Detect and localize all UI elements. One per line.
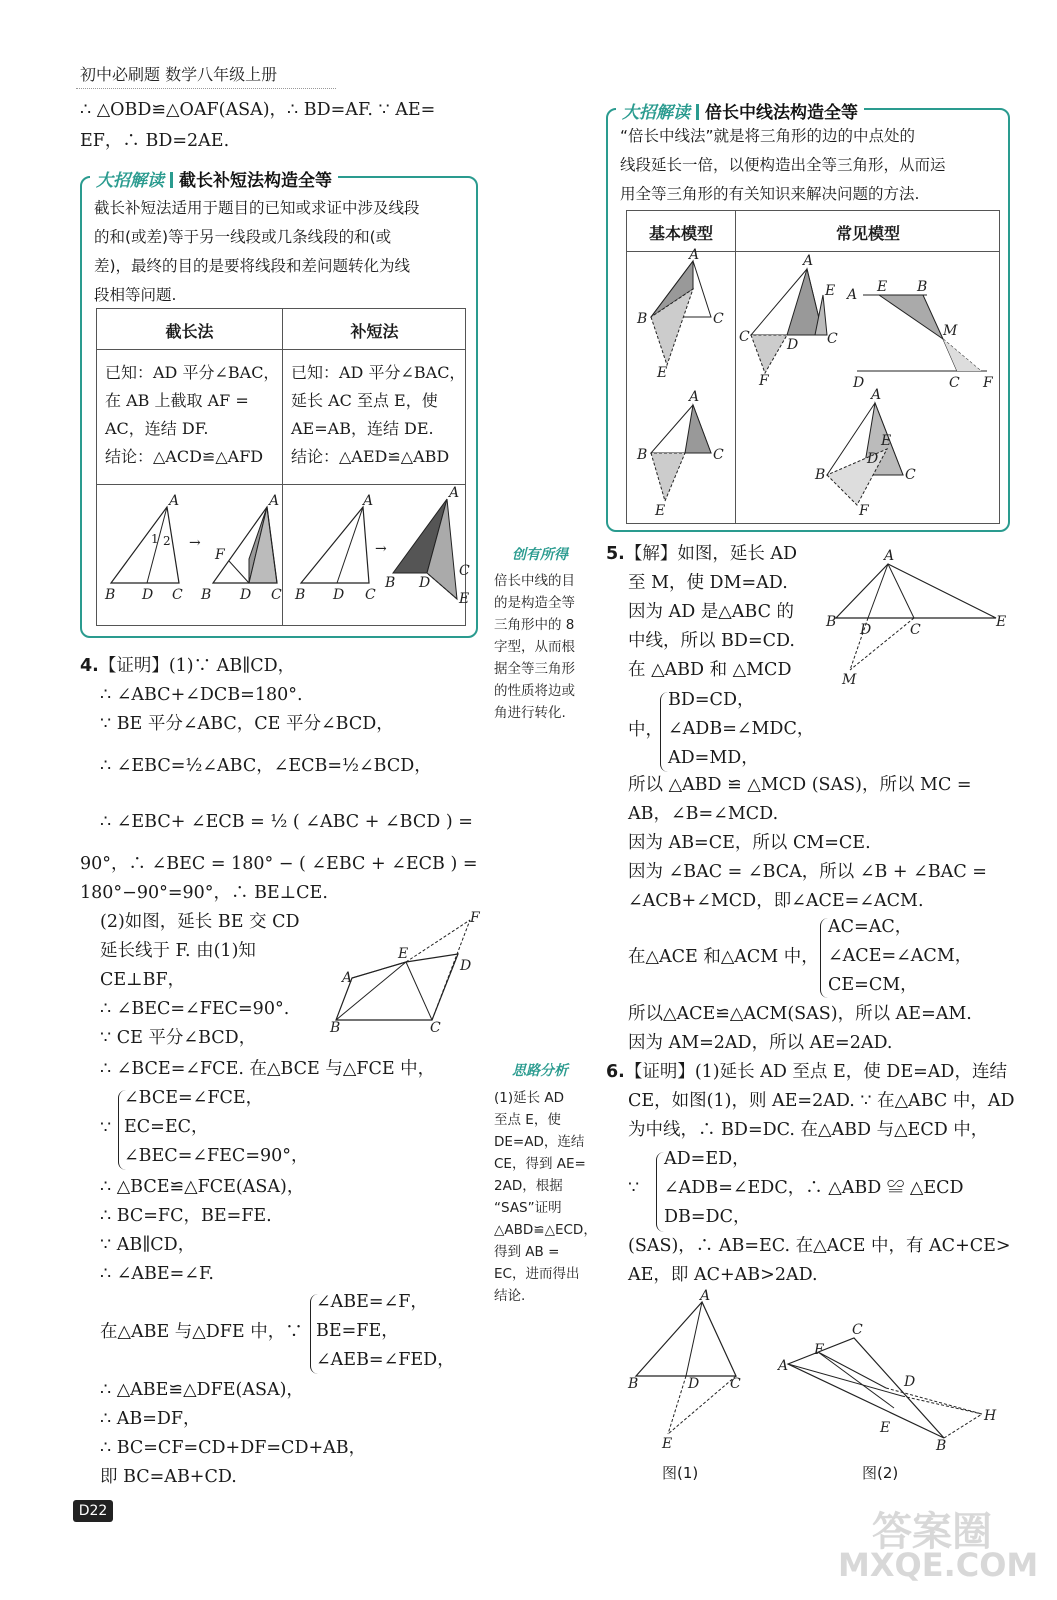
q4-because-1: ∵ xyxy=(100,1118,112,1138)
svg-text:E: E xyxy=(877,279,888,295)
q4-line-16: ∠BEC=∠FEC=90°， xyxy=(124,1146,309,1166)
q4-line-15: EC=EC， xyxy=(124,1117,209,1137)
q4-line-19: ∵ AB∥CD， xyxy=(100,1235,196,1255)
q4-line-22: ∠ABE=∠F， xyxy=(316,1292,428,1312)
svg-text:B: B xyxy=(105,587,116,603)
svg-text:B: B xyxy=(330,1020,341,1036)
svg-text:D: D xyxy=(333,587,345,603)
svg-text:C: C xyxy=(172,587,183,603)
q4-line-26: ∴ AB=DF， xyxy=(100,1409,201,1429)
q4-line-4: ∴ ∠EBC=½∠ABC，∠ECB=½∠BCD， xyxy=(100,756,432,776)
svg-text:C: C xyxy=(910,622,921,638)
svg-text:C: C xyxy=(730,1376,741,1392)
q6-line-4: AD=ED， xyxy=(664,1149,750,1169)
q6-line-2: CE，如图(1)，则 AE=2AD. ∵ 在△ABC 中，AD xyxy=(628,1091,1015,1111)
continuation-line-2: EF，∴ BD=2AE. xyxy=(80,131,230,151)
svg-text:M: M xyxy=(842,672,857,688)
svg-text:F: F xyxy=(814,1342,824,1358)
svg-text:C: C xyxy=(739,329,750,345)
svg-text:F: F xyxy=(859,503,869,519)
svg-text:E: E xyxy=(825,283,836,299)
svg-text:B: B xyxy=(628,1376,639,1392)
q6-line-1: 6.【证明】(1)延长 AD 至点 E，使 DE=AD，连结 xyxy=(606,1062,1007,1082)
method-box-1-intro: 截长补短法适用于题目的已知或求证中涉及线段 的和(或差)等于另一线段或几条线段的和(或 差)，最终的目的是要将线段和差问题转化为线 段相等问题. xyxy=(94,199,420,304)
svg-text:C: C xyxy=(905,467,916,483)
side-note-5-title: 创有所得 xyxy=(512,547,568,563)
q4-line-23: BE=FE， xyxy=(316,1321,399,1341)
side-note-6-title: 思路分析 xyxy=(512,1063,568,1079)
col-header-basic-model: 基本模型 xyxy=(648,224,713,243)
q5-line-6: 中， xyxy=(628,720,663,740)
svg-text:B: B xyxy=(637,311,648,327)
continuation-line-1: ∴ △OBD≌△OAF(ASA)，∴ BD=AF. ∵ AE= xyxy=(80,100,436,120)
svg-text:C: C xyxy=(430,1020,441,1036)
q5-line-12: 因为 AB=CE，所以 CM=CE. xyxy=(628,833,871,853)
watermark-logo: 答案圈 xyxy=(872,1509,992,1555)
q5-line-1: 5.【解】如图，延长 AD xyxy=(606,544,798,564)
q4-line-2: ∴ ∠ABC+∠DCB=180°. xyxy=(100,685,303,705)
q4-line-5: ∴ ∠EBC+ ∠ECB = ½ ( ∠ABC + ∠BCD ) = xyxy=(100,812,473,832)
col-header-extend: 补短法 xyxy=(350,322,399,341)
method-box-1-title: 大招解读 截长补短法构造全等 xyxy=(90,166,338,191)
q4-line-7: 180°−90°=90°，∴ BE⊥CE. xyxy=(80,883,328,903)
svg-text:C: C xyxy=(365,587,376,603)
svg-text:A: A xyxy=(269,493,280,509)
q6-line-5: ∵ xyxy=(628,1178,640,1198)
q5-line-16: AC=AC， xyxy=(828,917,913,937)
q4-line-21: 在△ABE 与△DFE 中，∵ xyxy=(100,1322,303,1342)
q5-line-10: 所以 △ABD ≌ △MCD (SAS)，所以 MC = xyxy=(628,775,972,795)
q5-line-5: 在 △ABD 和 △MCD xyxy=(628,660,792,680)
q4-line-24: ∠AEB=∠FED， xyxy=(316,1350,455,1370)
svg-text:C: C xyxy=(459,563,470,579)
svg-text:D: D xyxy=(419,575,431,591)
q4-line-28: 即 BC=AB+CD. xyxy=(100,1467,237,1487)
svg-text:1: 1 xyxy=(151,532,159,546)
svg-text:F: F xyxy=(215,547,225,563)
q4-line-25: ∴ △ABE≌△DFE(ASA)， xyxy=(100,1380,304,1400)
method-box-2-title: 大招解读 倍长中线法构造全等 xyxy=(616,98,864,123)
q6-line-9: AE，即 AC+AB>2AD. xyxy=(628,1265,818,1285)
svg-text:D: D xyxy=(240,587,252,603)
q6-figure-1-caption: 图(1) xyxy=(662,1464,699,1482)
q4-line-9: 延长线于 F. 由(1)知 xyxy=(100,941,256,961)
svg-text:C: C xyxy=(827,331,838,347)
svg-text:C: C xyxy=(713,447,724,463)
side-note-6-body: (1)延长 AD 至点 E，使 DE=AD，连结 CE，得到 AE= 2AD，根据 “SAS”证明 △ABD≌△ECD， 得到 AB = EC，进而得出 结论. xyxy=(494,1090,597,1304)
svg-text:D: D xyxy=(860,622,872,638)
q5-line-9: AD=MD， xyxy=(668,748,759,768)
q5-line-19: 所以△ACE≌△ACM(SAS)，所以 AE=AM. xyxy=(628,1004,972,1024)
cut-extend-figures xyxy=(97,485,470,625)
q4-line-10: CE⊥BF， xyxy=(100,970,186,990)
svg-text:→: → xyxy=(189,535,201,551)
svg-text:E: E xyxy=(880,1420,891,1436)
svg-text:B: B xyxy=(637,447,648,463)
svg-text:A: A xyxy=(689,247,700,263)
q4-line-8: (2)如图，延长 BE 交 CD xyxy=(100,912,300,932)
svg-text:E: E xyxy=(662,1436,673,1452)
svg-text:B: B xyxy=(385,575,396,591)
svg-text:A: A xyxy=(169,493,180,509)
q5-line-3: 因为 AD 是△ABC 的 xyxy=(628,602,795,622)
q6-line-8: (SAS)，∴ AB=EC. 在△ACE 中，有 AC+CE> xyxy=(628,1236,1011,1256)
method-box-2 xyxy=(606,103,1010,532)
q4-line-12: ∵ CE 平分∠BCD， xyxy=(100,1028,257,1048)
q5-figure xyxy=(822,548,1012,688)
svg-text:A: A xyxy=(803,253,814,269)
q4-line-27: ∴ BC=CF=CD+DF=CD+AB， xyxy=(100,1438,367,1458)
svg-text:D: D xyxy=(867,451,879,467)
q6-figures xyxy=(624,1290,1014,1460)
q6-figure-2-caption: 图(2) xyxy=(862,1464,899,1482)
watermark-url: MXQE.COM xyxy=(838,1546,1039,1584)
q6-line-6: ∠ADB=∠EDC，∴ △ABD ≌ △ECD xyxy=(664,1178,964,1198)
book-header: 初中必刷题 数学八年级上册 xyxy=(80,65,278,84)
svg-text:E: E xyxy=(996,614,1007,630)
q5-line-20: 因为 AM=2AD，所以 AE=2AD. xyxy=(628,1033,893,1053)
q4-line-11: ∴ ∠BEC=∠FEC=90°. xyxy=(100,999,290,1019)
q4-line-14: ∠BCE=∠FCE， xyxy=(124,1088,264,1108)
method-box-1 xyxy=(80,171,478,638)
svg-text:C: C xyxy=(949,375,960,391)
header-rule xyxy=(76,88,336,89)
svg-text:2: 2 xyxy=(163,534,171,548)
q4-line-18: ∴ BC=FC，BE=FE. xyxy=(100,1206,272,1226)
svg-text:F: F xyxy=(470,910,480,926)
svg-text:E: E xyxy=(398,946,409,962)
svg-text:F: F xyxy=(983,375,993,391)
q5-line-7: BD=CD， xyxy=(668,690,755,710)
svg-text:D: D xyxy=(787,337,799,353)
svg-text:→: → xyxy=(375,541,387,557)
svg-text:D: D xyxy=(460,958,472,974)
svg-text:C: C xyxy=(713,311,724,327)
svg-text:A: A xyxy=(689,389,700,405)
svg-text:A: A xyxy=(884,548,895,564)
svg-text:M: M xyxy=(943,323,958,339)
svg-text:A: A xyxy=(700,1288,711,1304)
svg-text:H: H xyxy=(984,1408,997,1424)
col-header-common-model: 常见模型 xyxy=(835,224,900,243)
svg-text:A: A xyxy=(847,287,858,303)
svg-text:E: E xyxy=(881,433,892,449)
q4-line-20: ∴ ∠ABE=∠F. xyxy=(100,1264,214,1284)
side-note-5-body: 倍长中线的目 的是构造全等 三角形中的 8 字型，从而根 据全等三角形 的性质将边或 角进行转化. xyxy=(494,573,575,721)
q5-line-14: ∠ACB+∠MCD，即∠ACE=∠ACM. xyxy=(628,891,924,911)
q6-line-7: DB=DC， xyxy=(664,1207,751,1227)
svg-text:E: E xyxy=(657,365,668,381)
svg-text:B: B xyxy=(936,1438,947,1454)
q5-line-11: AB，∠B=∠MCD. xyxy=(628,804,779,824)
svg-text:B: B xyxy=(815,467,826,483)
svg-text:B: B xyxy=(201,587,212,603)
svg-text:C: C xyxy=(852,1322,863,1338)
svg-text:B: B xyxy=(826,614,837,630)
svg-text:D: D xyxy=(904,1374,916,1390)
q4-line-13: ∴ ∠BCE=∠FCE. 在△BCE 与△FCE 中， xyxy=(100,1059,436,1079)
q5-line-2: 至 M，使 DM=AD. xyxy=(628,573,788,593)
extend-method-text: 已知：AD 平分∠BAC， 延长 AC 至点 E，使 AE=AB，连结 DE. 结论：△AED≌△ABD xyxy=(291,363,466,466)
page-number: D22 xyxy=(73,1500,113,1522)
q5-line-4: 中线，所以 BD=CD. xyxy=(628,631,795,651)
svg-text:A: A xyxy=(778,1358,789,1374)
svg-text:E: E xyxy=(655,503,666,519)
q4-figure xyxy=(328,908,488,1038)
q4-line-3: ∵ BE 平分∠ABC，CE 平分∠BCD， xyxy=(100,714,394,734)
svg-text:C: C xyxy=(271,587,282,603)
col-header-cut: 截长法 xyxy=(165,322,214,341)
svg-text:E: E xyxy=(459,591,470,607)
q4-line-17: ∴ △BCE≌△FCE(ASA)， xyxy=(100,1177,305,1197)
svg-text:D: D xyxy=(853,375,865,391)
q5-line-8: ∠ADB=∠MDC， xyxy=(668,719,815,739)
cut-method-text: 已知：AD 平分∠BAC， 在 AB 上截取 AF = AC，连结 DF. 结论：△ACD≌△AFD xyxy=(105,363,280,466)
q6-line-3: 为中线，∴ BD=DC. 在△ABD 与△ECD 中， xyxy=(628,1120,989,1140)
q4-line-6: 90°，∴ ∠BEC = 180° − ( ∠EBC + ∠ECB ) = xyxy=(80,854,478,874)
svg-text:A: A xyxy=(342,970,353,986)
svg-text:A: A xyxy=(363,493,374,509)
q5-line-18: CE=CM， xyxy=(828,975,918,995)
q5-line-17: ∠ACE=∠ACM， xyxy=(828,946,973,966)
method-box-2-table xyxy=(626,210,1000,524)
svg-text:A: A xyxy=(449,485,460,501)
svg-text:D: D xyxy=(688,1376,700,1392)
q4-line-1: 4.【证明】(1)∵ AB∥CD， xyxy=(80,656,296,676)
q5-line-15: 在△ACE 和△ACM 中， xyxy=(628,947,819,967)
svg-text:A: A xyxy=(871,387,882,403)
svg-text:F: F xyxy=(759,373,769,389)
median-model-figures xyxy=(627,247,1001,523)
method-box-2-intro: “倍长中线法”就是将三角形的边的中点处的 线段延长一倍，以便构造出全等三角形，从而运 用全等三角形的有关知识来解决问题的方法. xyxy=(620,127,946,203)
svg-text:D: D xyxy=(142,587,154,603)
svg-text:B: B xyxy=(295,587,306,603)
method-box-1-table xyxy=(96,308,470,626)
svg-text:B: B xyxy=(917,279,928,295)
q5-line-13: 因为 ∠BAC = ∠BCA，所以 ∠B + ∠BAC = xyxy=(628,862,987,882)
